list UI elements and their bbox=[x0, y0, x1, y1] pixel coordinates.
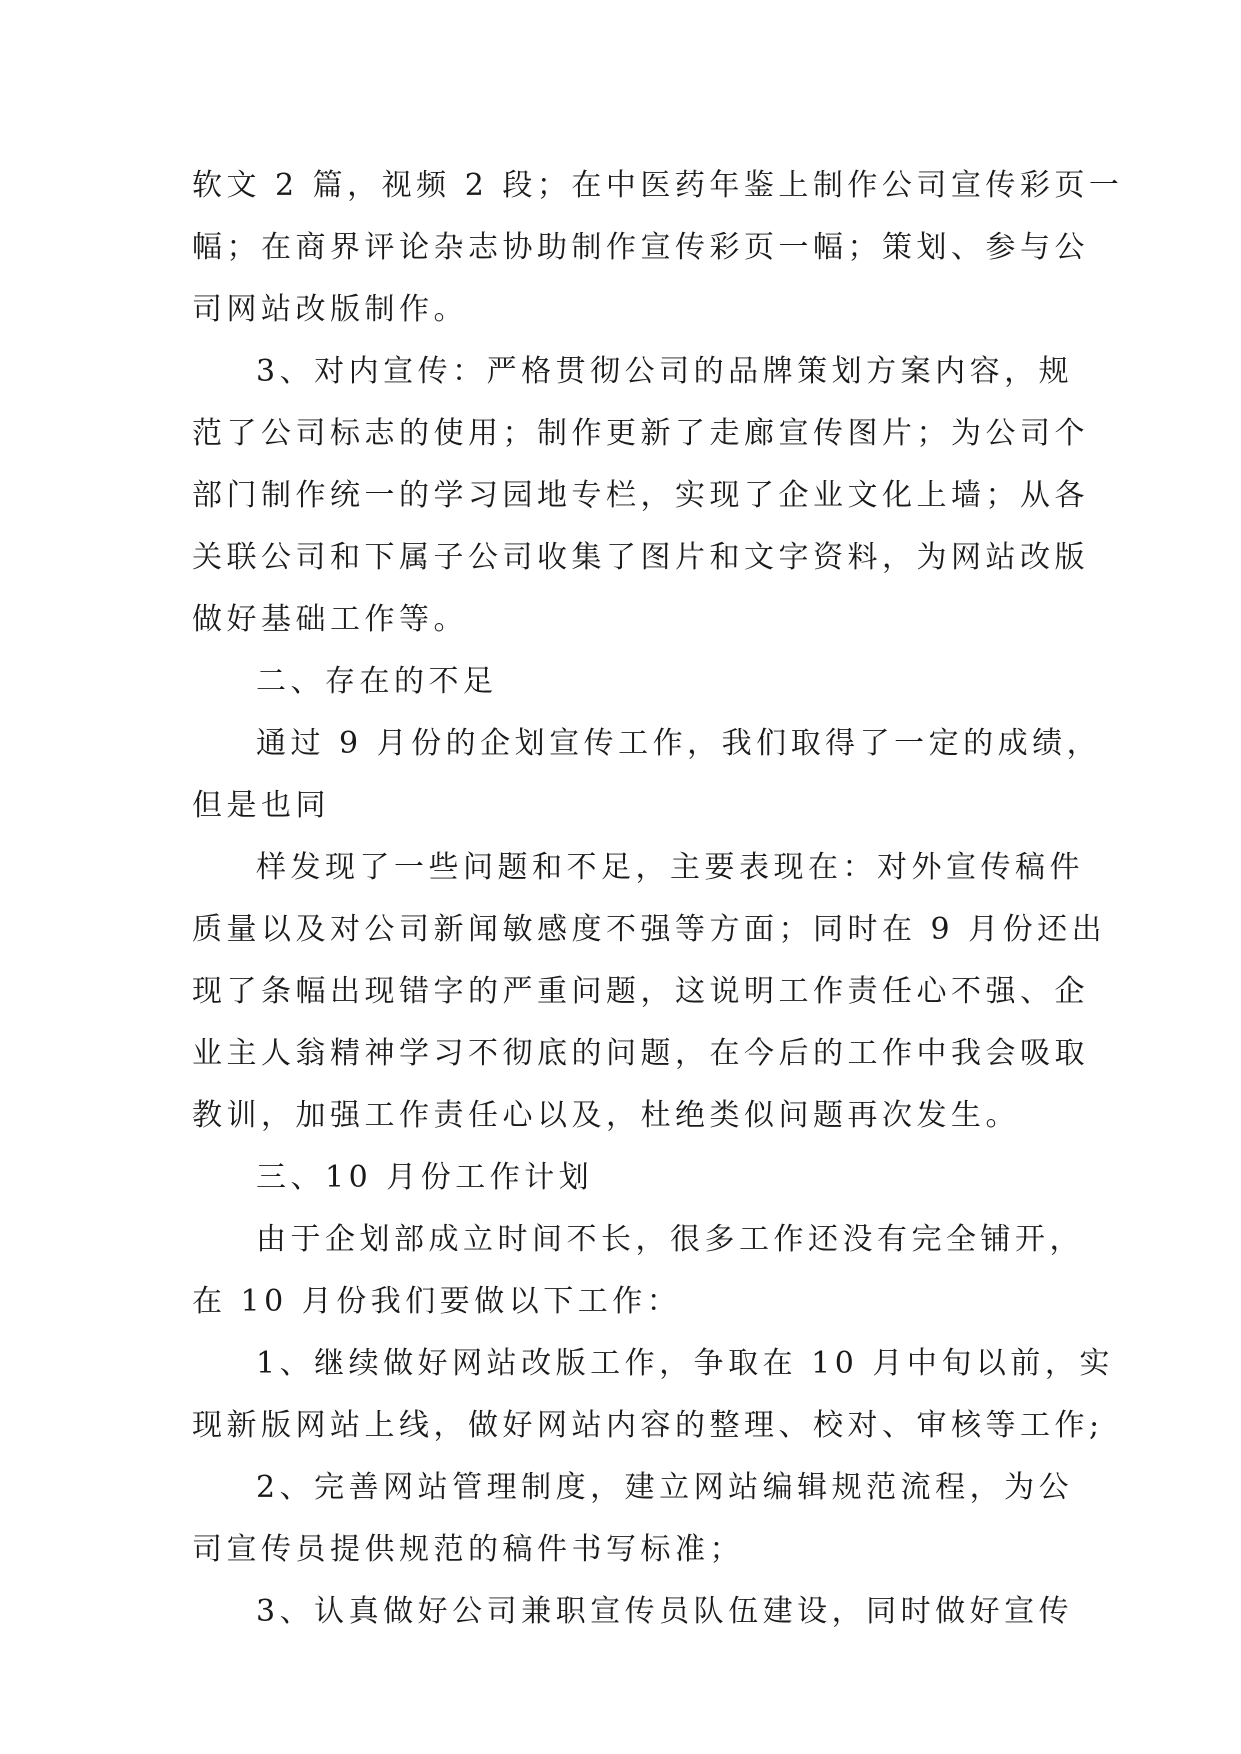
text-line: 由于企划部成立时间不长，很多工作还没有完全铺开， bbox=[256, 1222, 1084, 1257]
section-heading: 二、存在的不足 bbox=[256, 664, 498, 699]
text-line: 幅；在商界评论杂志协助制作宣传彩页一幅；策划、参与公 bbox=[192, 230, 1089, 265]
text-line: 司网站改版制作。 bbox=[192, 292, 468, 327]
text-line: 做好基础工作等。 bbox=[192, 602, 468, 637]
text-line: 关联公司和下属子公司收集了图片和文字资料，为网站改版 bbox=[192, 540, 1089, 575]
text-line: 但是也同 bbox=[192, 788, 330, 823]
text-line: 司宣传员提供规范的稿件书写标准； bbox=[192, 1532, 744, 1567]
text-line: 现了条幅出现错字的严重问题，这说明工作责任心不强、企 bbox=[192, 974, 1089, 1009]
text-line: 在 10 月份我们要做以下工作： bbox=[192, 1284, 682, 1319]
text-line: 3、认真做好公司兼职宣传员队伍建设，同时做好宣传 bbox=[256, 1594, 1074, 1629]
text-line: 现新版网站上线，做好网站内容的整理、校对、审核等工作; bbox=[192, 1408, 1104, 1443]
text-line: 通过 9 月份的企划宣传工作，我们取得了一定的成绩， bbox=[256, 726, 1102, 761]
text-line: 3、对内宣传：严格贯彻公司的品牌策划方案内容，规 bbox=[256, 354, 1074, 389]
text-line: 部门制作统一的学习园地专栏，实现了企业文化上墙；从各 bbox=[192, 478, 1089, 513]
text-line: 业主人翁精神学习不彻底的问题，在今后的工作中我会吸取 bbox=[192, 1036, 1089, 1071]
text-line: 质量以及对公司新闻敏感度不强等方面；同时在 9 月份还出 bbox=[192, 912, 1107, 947]
text-line: 1、继续做好网站改版工作，争取在 10 月中旬以前，实 bbox=[256, 1346, 1114, 1381]
text-line: 2、完善网站管理制度，建立网站编辑规范流程，为公 bbox=[256, 1470, 1074, 1505]
text-line: 软文 2 篇，视频 2 段；在中医药年鉴上制作公司宣传彩页一 bbox=[192, 168, 1124, 203]
document-body bbox=[192, 155, 1124, 1643]
text-line: 教训，加强工作责任心以及，杜绝类似问题再次发生。 bbox=[192, 1098, 1020, 1133]
section-heading: 三、10 月份工作计划 bbox=[256, 1160, 594, 1195]
text-line: 样发现了一些问题和不足，主要表现在：对外宣传稿件 bbox=[256, 850, 1084, 885]
text-line: 范了公司标志的使用；制作更新了走廊宣传图片；为公司个 bbox=[192, 416, 1089, 451]
